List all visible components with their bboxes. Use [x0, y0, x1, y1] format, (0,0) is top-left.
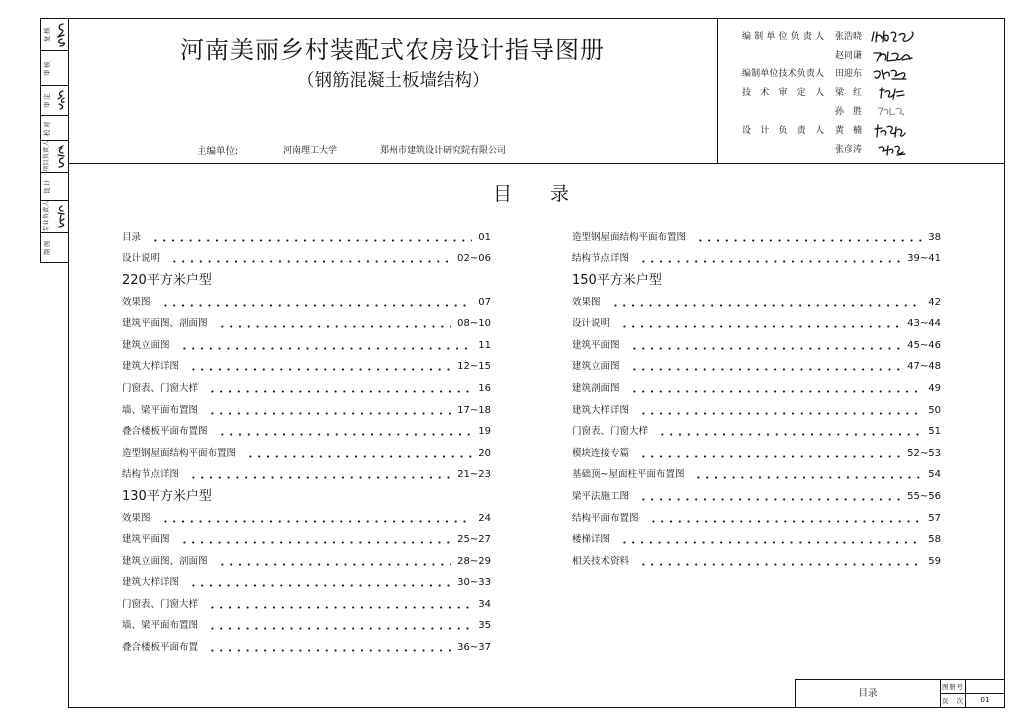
toc-entry [122, 421, 491, 443]
signature [872, 67, 908, 81]
toc-entry-title: 设计说明 [572, 318, 611, 330]
toc-entry-page: 51 [928, 426, 941, 438]
person-name: 张浩晓 [835, 31, 863, 42]
dot-leader [639, 448, 901, 460]
toc-entry-page: 36~37 [457, 642, 491, 654]
toc-entry [572, 465, 941, 487]
toc-section-heading: 150平方米户型 [572, 272, 662, 288]
role-label: 编制单位技术负责人 [742, 68, 824, 79]
toc-entry-title: 墙、梁平面布置图 [122, 404, 199, 416]
toc-entry-page: 24 [478, 512, 491, 524]
signature [877, 143, 907, 157]
toc-entry [572, 378, 941, 400]
toc-entry-title: 建筑立面图 [122, 339, 170, 351]
person-name: 孙胜 [835, 106, 862, 117]
toc-entry [572, 292, 941, 314]
toc-entry-title: 门窗表、门窗大样 [122, 382, 199, 394]
toc-entry-page: 20 [478, 447, 491, 459]
toc-entry [122, 378, 491, 400]
toc-entry-page: 55~56 [907, 490, 941, 502]
person-name: 黄楠 [835, 125, 862, 136]
dot-leader [611, 297, 923, 309]
signature [870, 29, 916, 45]
dot-leader [151, 232, 472, 244]
person-name: 梁红 [835, 87, 862, 98]
dot-leader [658, 426, 922, 438]
toc-entry-page: 07 [478, 296, 491, 308]
strip-signature [55, 22, 67, 48]
toc-entry-title: 效果图 [122, 296, 151, 308]
toc-entry-page: 59 [928, 555, 941, 567]
toc-entry-page: 12~15 [457, 361, 491, 373]
strip-label-check: 校对 [42, 119, 51, 136]
toc-entry-title: 梁平法施工图 [572, 490, 630, 502]
dot-leader [246, 448, 472, 460]
toc-entry [122, 227, 491, 249]
toc-entry-title: 楼梯详图 [572, 534, 611, 546]
toc-right-column [572, 227, 941, 573]
toc-entry-page: 42 [928, 296, 941, 308]
toc-entry [572, 421, 941, 443]
toc-entry-page: 11 [478, 339, 491, 351]
toc-entry [122, 249, 491, 271]
signature [872, 49, 914, 63]
page-label: 页次 [942, 697, 963, 705]
dot-leader [208, 383, 472, 395]
toc-entry [122, 313, 491, 335]
toc-entry [572, 400, 941, 422]
toc-section-heading: 130平方米户型 [122, 488, 212, 504]
toc-entry-title: 建筑平面图 [122, 534, 170, 546]
dot-leader [208, 620, 472, 632]
toc-entry [572, 357, 941, 379]
dot-leader [189, 361, 451, 373]
person-name: 赵同谦 [835, 50, 863, 61]
sheet-name: 目录 [858, 687, 878, 699]
dot-leader [208, 599, 472, 611]
toc-entry-page: 45~46 [907, 339, 941, 351]
strip-signature [55, 144, 67, 169]
toc-entry-page: 08~10 [457, 318, 491, 330]
toc-entry-page: 39~41 [907, 253, 941, 265]
toc-entry [122, 594, 491, 616]
toc-entry [572, 551, 941, 573]
toc-entry-page: 25~27 [457, 534, 491, 546]
strip-label-review: 复核 [42, 26, 51, 42]
toc-entry-title: 目录 [122, 231, 142, 243]
toc-entry-page: 57 [928, 512, 941, 524]
strip-label-design: 设计 [42, 178, 51, 194]
toc-entry [572, 443, 941, 465]
toc-entry [572, 313, 941, 335]
role-label: 设计负责人 [742, 125, 824, 136]
toc-entry [122, 335, 491, 357]
toc-entry-page: 49 [928, 382, 941, 394]
toc-entry [122, 465, 491, 487]
toc-entry [572, 486, 941, 508]
toc-entry-page: 58 [928, 534, 941, 546]
toc-entry [122, 508, 491, 530]
toc-entry-title: 建筑大样详图 [122, 577, 180, 589]
chief-editor-label: 主编单位: [197, 146, 239, 157]
person-name: 田迎东 [835, 68, 863, 79]
toc-entry-title: 建筑立面图、剖面图 [122, 555, 208, 567]
toc-entry [572, 529, 941, 551]
signature [872, 123, 906, 139]
dot-leader [639, 253, 901, 265]
dot-leader [218, 318, 452, 330]
dot-leader [696, 232, 922, 244]
strip-label-approve: 审定 [42, 92, 51, 108]
toc-entry-page: 01 [478, 231, 491, 243]
toc-entry-title: 模块连接专篇 [572, 447, 630, 459]
toc-entry-title: 建筑大样详图 [572, 404, 630, 416]
toc-entry-page: 21~23 [457, 469, 491, 481]
role-label: 技术审定人 [742, 87, 824, 98]
strip-label-audit: 审核 [42, 59, 51, 76]
toc-entry [122, 357, 491, 379]
toc-entry [122, 400, 491, 422]
toc-entry [122, 443, 491, 465]
toc-entry [572, 508, 941, 530]
atlas-number-label: 图册号 [942, 682, 963, 691]
toc-entry [122, 551, 491, 573]
dot-leader [161, 513, 473, 525]
toc-section-heading: 220平方米户型 [122, 272, 212, 288]
dot-leader [208, 642, 451, 654]
toc-entry-page: 52~53 [907, 447, 941, 459]
dot-leader [639, 405, 922, 417]
signature [878, 86, 906, 100]
dot-leader [189, 577, 451, 589]
toc-entry-title: 建筑大样详图 [122, 361, 180, 373]
dot-leader [208, 405, 451, 417]
toc-entry-title: 结构节点详图 [572, 253, 630, 265]
dot-leader [620, 318, 901, 330]
toc-entry-page: 34 [478, 598, 491, 610]
page-number: 01 [980, 696, 990, 704]
toc-entry-page: 35 [478, 620, 491, 632]
toc-entry-title: 叠合楼板平面布置图 [122, 426, 208, 438]
toc-entry-page: 19 [478, 426, 491, 438]
toc-entry [122, 292, 491, 314]
dot-leader [639, 556, 922, 568]
toc-entry-title: 效果图 [122, 512, 151, 524]
toc-entry [572, 227, 941, 249]
toc-entry-page: 16 [478, 382, 491, 394]
toc-entry-title: 相关技术资料 [572, 555, 630, 567]
dot-leader [630, 383, 923, 395]
dot-leader [620, 534, 922, 546]
atlas-title: 河南美丽乡村装配式农房设计指导图册 [180, 36, 605, 64]
strip-signature [55, 204, 67, 229]
person-name: 张彦涛 [835, 144, 863, 155]
toc-entry-page: 30~33 [457, 577, 491, 589]
toc-title: 目录 [493, 183, 608, 205]
toc-entry [122, 637, 491, 659]
dot-leader [161, 297, 473, 309]
dot-leader [630, 340, 902, 352]
toc-entry-page: 38 [928, 231, 941, 243]
role-label: 编制单位负责人 [742, 31, 824, 42]
dot-leader [180, 534, 452, 546]
atlas-subtitle: （钢筋混凝土板墙结构） [297, 71, 490, 91]
toc-entry [122, 616, 491, 638]
dot-leader [189, 469, 451, 481]
toc-entry-page: 50 [928, 404, 941, 416]
toc-entry-title: 建筑平面图 [572, 339, 620, 351]
dot-leader [630, 361, 902, 373]
strip-label-project-lead: 项目负责人 [43, 140, 50, 172]
toc-entry-page: 17~18 [457, 404, 491, 416]
toc-entry-title: 门窗表、门窗大样 [572, 426, 649, 438]
toc-entry-page: 43~44 [907, 318, 941, 330]
chief-editor-unit: 郑州市建筑设计研究院有限公司 [380, 146, 507, 156]
toc-entry-title: 结构平面布置图 [572, 512, 639, 524]
dot-leader [170, 253, 451, 265]
dot-leader [218, 426, 473, 438]
toc-entry-title: 叠合楼板平面布置 [122, 642, 199, 654]
toc-entry-title: 建筑剖面图 [572, 382, 620, 394]
toc-entry-title: 基础顶~屋面柱平面布置图 [572, 469, 685, 481]
chief-editor-unit: 河南理工大学 [283, 146, 338, 156]
toc-entry-title: 效果图 [572, 296, 601, 308]
toc-entry-title: 结构节点详图 [122, 469, 180, 481]
dot-leader [180, 340, 473, 352]
toc-entry [122, 529, 491, 551]
strip-label-discipline-lead: 专业负责人 [43, 200, 50, 232]
toc-entry [572, 335, 941, 357]
toc-entry-page: 28~29 [457, 555, 491, 567]
toc-entry-title: 建筑平面图、剖面图 [122, 318, 208, 330]
toc-entry-title: 造型钢屋面结构平面布置图 [572, 231, 687, 243]
toc-entry-title: 墙、梁平面布置图 [122, 620, 199, 632]
toc-entry-page: 47~48 [907, 361, 941, 373]
toc-entry-title: 设计说明 [122, 253, 161, 265]
toc-entry-title: 建筑立面图 [572, 361, 620, 373]
strip-label-drafting: 制图 [42, 239, 51, 255]
strip-signature [55, 89, 67, 111]
toc-entry-page: 02~06 [457, 253, 491, 265]
signature [876, 105, 906, 117]
dot-leader [694, 469, 922, 481]
toc-entry-page: 54 [928, 469, 941, 481]
dot-leader [649, 513, 923, 525]
dot-leader [639, 491, 901, 503]
toc-entry-title: 造型钢屋面结构平面布置图 [122, 447, 237, 459]
toc-entry-title: 门窗表、门窗大样 [122, 598, 199, 610]
dot-leader [218, 556, 452, 568]
toc-entry [572, 249, 941, 271]
toc-entry [122, 573, 491, 595]
toc-left-column [122, 227, 491, 659]
